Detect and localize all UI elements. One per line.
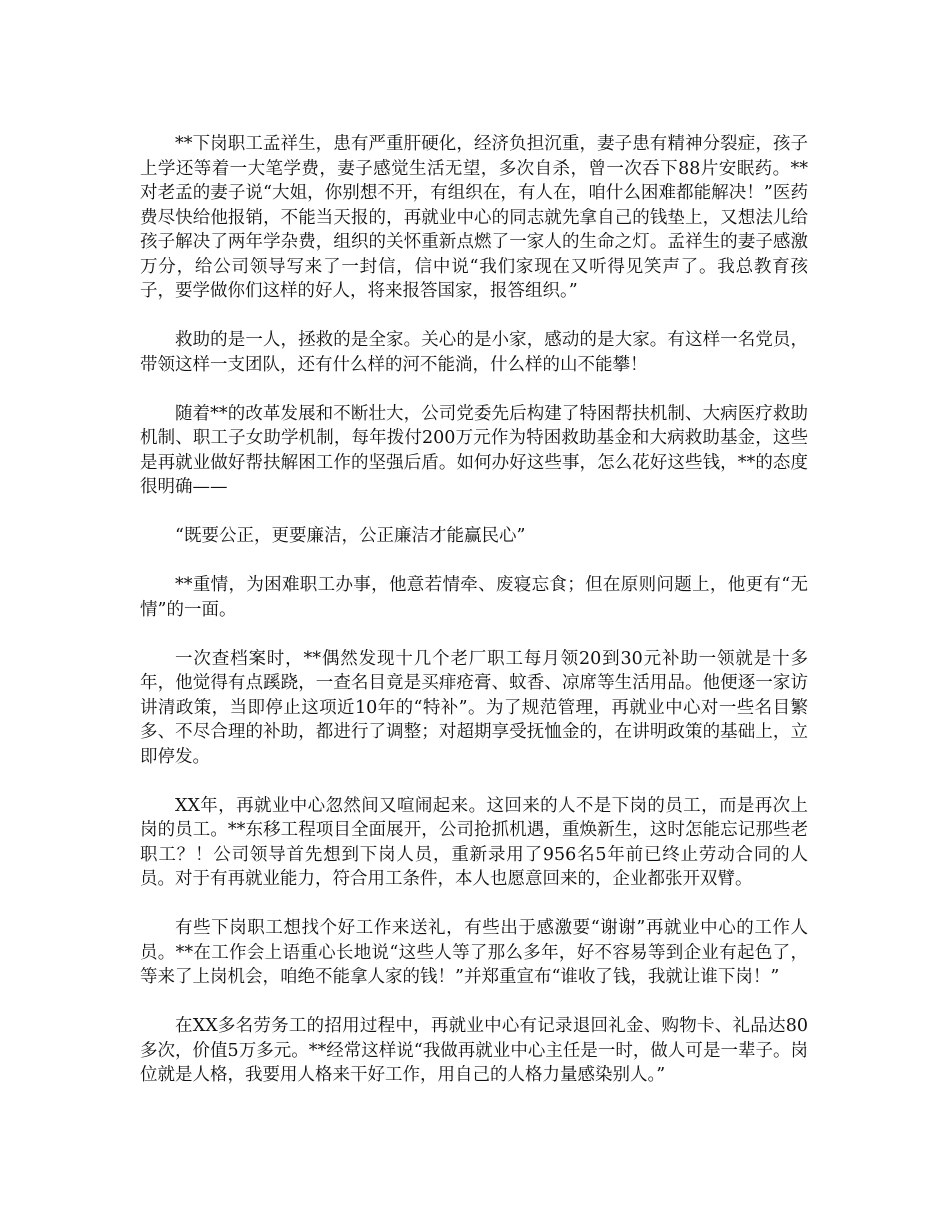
paragraph-principle: **重情，为困难职工办事，他意若情牵、废寝忘食；但在原则问题上，他更有“无情”的一面。 [140, 575, 808, 620]
paragraph-gift-refusal: 有些下岗职工想找个好工作来送礼，有些出于感激要“谢谢”再就业中心的工作人员。**在工作会上语重心长地说“这些人等了那么多年，好不容易等到企业有起色了，等来了上岗机会，咱绝不能拿人家的钱！”并郑重宣布“谁收了钱，我就让谁下岗！” [140, 918, 808, 987]
document-body [140, 132, 808, 1112]
paragraph-archive-check: 一次查档案时，**偶然发现十几个老厂职工每月领20到30元补助一领就是十多年，他觉得有点蹊跷，一查名目竟是买痱疮膏、蚊香、凉席等生活用品。他便逐一家访讲清政策，当即停止这项近10年的“特补”。为了规范管理，再就业中心对一些名目繁多、不尽合理的补助，都进行了调整；对超期享受抚恤金的，在讲明政策的基础上，立即停发。 [140, 648, 808, 767]
paragraph-meng-xiangsheng: **下岗职工孟祥生，患有严重肝硬化，经济负担沉重，妻子患有精神分裂症，孩子上学还等着一大笔学费，妻子感觉生活无望，多次自杀，曾一次吞下88片安眠药。**对老孟的妻子说“大姐，你别想不开，有组织在，有人在，咱什么困难都能解决！”医药费尽快给他报销，不能当天报的，再就业中心的同志就先拿自己的钱垫上，又想法儿给孩子解决了两年学杂费，组织的关怀重新点燃了一家人的生命之灯。孟祥生的妻子感激万分，给公司领导写来了一封信，信中说“我们家现在又听得见笑声了。我总教育孩子，要学做你们这样的好人，将来报答国家，报答组织。” [140, 134, 808, 301]
paragraph-slogan: “既要公正，更要廉洁，公正廉洁才能赢民心” [175, 526, 526, 546]
paragraph-rehiring: XX年，再就业中心忽然间又喧闹起来。这回来的人不是下岗的员工，而是再次上岗的员工。**东移工程项目全面展开，公司抢抓机遇，重焕新生，这时怎能忘记那些老职工？！公司领导首先想到下岗人员，重新录用了956名5年前已终止劳动合同的人员。对于有再就业能力，符合用工条件，本人也愿意回来的，企业都张开双臂。 [140, 795, 808, 889]
paragraph-assistance-mechanisms: 随着**的改革发展和不断壮大，公司党委先后构建了特困帮扶机制、大病医疗救助机制、职工子女助学机制，每年拨付200万元作为特困救助基金和大病救助基金，这些是再就业做好帮扶解困工作的坚强后盾。如何办好这些事，怎么花好这些钱，**的态度很明确—— [140, 403, 808, 497]
paragraph-returned-gifts: 在XX多名劳务工的招用过程中，再就业中心有记录退回礼金、购物卡、礼品达80多次，价值5万多元。**经常这样说“我做再就业中心主任是一时，做人可是一辈子。岗位就是人格，我要用人格来干好工作，用自己的人格力量感染别人。” [140, 1016, 808, 1085]
paragraph-rescue-family: 救助的是一人，拯救的是全家。关心的是小家，感动的是大家。有这样一名党员，带领这样一支团队，还有什么样的河不能淌，什么样的山不能攀！ [140, 330, 808, 375]
